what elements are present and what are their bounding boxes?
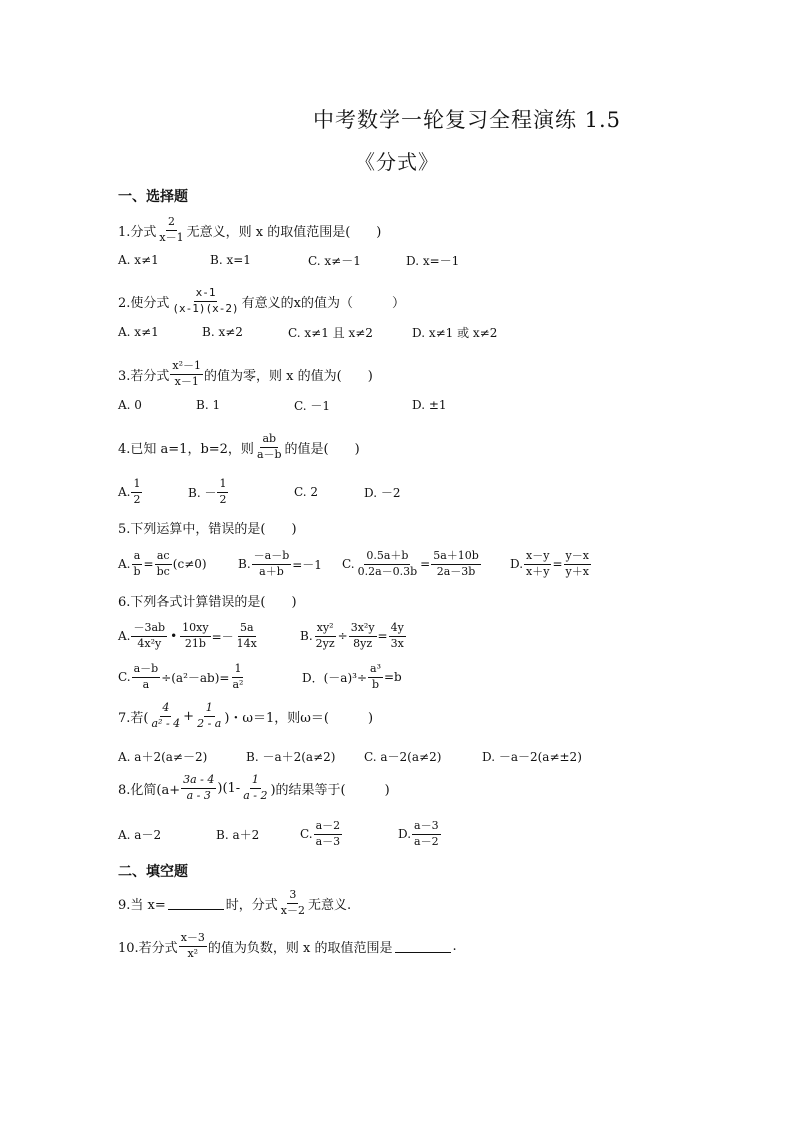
q9-den: x－2 [280,903,305,917]
q1-den: x－1 [159,230,184,244]
q8-options [118,816,678,852]
q5b-n1: －a－b [252,550,292,565]
q9-fraction [279,889,307,917]
q8-d2: a - 2 [243,788,268,802]
q7-n1: 4 [160,702,171,717]
q6-options-row-2 [118,659,678,695]
q5a-frac-2 [155,550,172,578]
q4b-den: 2 [219,492,227,506]
q6b-d1: 2yz [315,636,335,650]
q4-option-a [118,474,143,510]
q6b-op: ÷ [337,629,348,643]
question-5: 5.下列运算中，错误的是( ) [118,522,297,537]
q6a-d2: 21b [184,636,206,650]
q5-option-b [238,546,322,582]
q5-options [118,546,678,582]
q7-frac-1 [149,702,182,730]
q4a-num: 1 [131,478,142,493]
q1-option-b: B. x=1 [210,253,251,267]
q6c-frac-2 [230,663,245,691]
q5a-n1: a [132,550,143,565]
q6b-d3: 3x [390,636,404,650]
q2-den: (x-1)(x-2) [172,301,239,315]
q8-n1: 3a - 4 [181,774,216,789]
q5d-frac-2 [564,550,591,578]
q3-option-d: D. ±1 [412,398,447,412]
q6c-n2: 1 [232,663,243,678]
q5a-d2: bc [156,564,170,578]
q6a-dot: • [170,629,178,643]
q6c-d2: a² [232,677,244,691]
q6d-frac [368,663,383,691]
q6a-n1: －3ab [131,622,167,637]
q7-option-b: B. －a＋2(a≠2) [246,749,336,764]
q5a-eq: = [143,557,154,571]
q8d-frac [412,820,441,848]
q4b-label: B. － [188,485,217,500]
q6a-n2: 10xy [180,622,210,637]
q3-option-b: B. 1 [196,398,221,412]
q2-option-d: D. x≠1 或 x≠2 [412,325,498,340]
q6b-n3: 4y [389,622,406,637]
q1-fraction [157,216,185,244]
q8-mid: )(1- [217,780,241,796]
q4-fraction [255,433,284,461]
q5c-d1: 0.2a－0.3b [357,564,418,578]
q3-suffix: 的值为零，则 x 的值为( ) [204,368,373,384]
question-8 [118,774,390,802]
q1-prefix: 1.分式 [118,224,157,240]
q2-option-a: A. x≠1 [118,325,159,339]
q6-option-b [300,618,407,654]
q6b-frac-3 [389,622,406,650]
q7-prefix: 7.若( [118,710,149,726]
q8-option-a: A. a－2 [118,827,162,842]
q5-option-c [342,546,482,582]
q8-d1: a - 3 [186,788,211,802]
q5c-frac-2 [431,550,481,578]
q5d-d1: x＋y [526,564,550,578]
question-4 [118,433,360,461]
question-7 [118,702,373,730]
q6c-n1: a－b [132,663,161,678]
q5b-d1: a＋b [259,564,284,578]
q7-plus: + [183,708,195,724]
q1-option-d: D. x=－1 [406,253,460,268]
q3-den: x－1 [174,374,199,388]
q2-prefix: 2.使分式 [118,295,170,311]
q1-suffix: 无意义，则 x 的取值范围是( ) [186,224,382,240]
q5d-d2: y＋x [565,564,589,578]
q6-option-a [118,618,260,654]
q6-options-row-1 [118,618,678,654]
q6c-mid: ÷(a²－ab)= [161,670,230,685]
q6a-eq: =－ [211,629,234,644]
q2-option-c: C. x≠1 且 x≠2 [288,325,373,340]
q5a-n2: ac [155,550,172,565]
q8-suffix: )的结果等于( ) [270,782,390,798]
q10-num: x－3 [179,932,207,947]
q6b-label: B. [300,629,313,643]
question-10 [118,932,457,960]
section-heading-fill-in: 二、填空题 [118,864,188,880]
q7-suffix: )・ω＝1，则ω＝( ) [224,710,374,726]
q8-frac-2 [241,774,269,802]
q5c-label: C. [342,557,355,571]
q6a-d3: 14x [236,636,257,650]
q4a-den: 2 [133,492,141,506]
q6-option-d [302,659,402,695]
q2-fraction [170,287,240,315]
q9-answer-blank[interactable] [168,897,224,910]
q1-option-c: C. x≠－1 [308,253,361,268]
q8-option-c [300,816,343,852]
q8-option-d [398,816,442,852]
q5b-result: =－1 [292,557,322,572]
q7-n2: 1 [204,702,215,717]
question-2 [118,287,405,315]
q6-option-c [118,659,246,695]
q5a-label: A. [118,557,131,571]
q6b-n1: xy² [315,622,336,637]
q5c-eq: = [420,557,431,571]
q5d-n2: y－x [564,550,591,565]
q3-option-a: A. 0 [118,398,142,412]
q6d-label: D．(－a)³÷ [302,670,368,685]
q4a-fraction [131,478,142,506]
q7-frac-2 [195,702,223,730]
q2-suffix: 有意义的x的值为（ ） [241,295,405,311]
q6d-d1: b [371,677,380,691]
section-heading-choice: 一、选择题 [118,189,188,205]
q3-prefix: 3.若分式 [118,368,170,384]
q10-end: . [452,938,457,954]
q4-option-b [188,474,229,510]
q1-num: 2 [166,216,177,231]
q9-num: 3 [287,889,298,904]
q10-suffix: 的值为负数，则 x 的取值范围是 [207,940,393,956]
q5c-d2: 2a－3b [436,564,476,578]
q9-mid: 时，分式 [225,897,278,913]
q5c-frac-1 [356,550,420,578]
q2-option-b: B. x≠2 [202,325,243,339]
q6b-frac-2 [349,622,377,650]
q6a-d1: 4x²y [137,636,162,650]
q6b-eq: = [377,629,388,643]
q5a-d1: b [133,564,141,578]
q3-num: x²－1 [170,360,203,375]
q7-option-c: C. a－2(a≠2) [364,749,442,764]
q4-suffix: 的值是( ) [284,441,360,457]
q2-num: x-1 [194,287,218,302]
q4a-label: A. [118,485,131,499]
q3-option-c: C. －1 [294,398,331,413]
q10-answer-blank[interactable] [395,940,451,953]
q8c-label: C. [300,827,313,841]
q9-suffix: 无意义. [307,897,352,913]
q7-option-a: A. a＋2(a≠－2) [118,749,208,764]
q8c-frac [314,820,343,848]
q5c-n2: 5a＋10b [431,550,481,565]
q4-option-c: C. 2 [294,485,319,499]
q5b-label: B. [238,557,251,571]
q6b-frac-1 [314,622,337,650]
question-6: 6.下列各式计算错误的是( ) [118,595,297,610]
q10-den: x² [187,946,199,960]
q1-option-a: A. x≠1 [118,253,159,267]
q6b-d2: 8yz [353,636,373,650]
q10-fraction [179,932,207,960]
q4-den: a－b [256,447,282,461]
q8-n2: 1 [250,774,261,789]
q6b-n2: 3x²y [349,622,377,637]
q5d-frac-1 [524,550,551,578]
q7-options [118,747,698,765]
q7-option-d: D. －a－2(a≠±2) [482,749,582,764]
q5a-frac-1 [131,550,142,578]
q6c-d1: a [142,677,150,691]
q6c-frac-1 [132,663,161,691]
q3-fraction [170,360,203,388]
q8d-den: a－2 [414,834,439,848]
q4-options [118,474,678,510]
question-1 [118,216,381,244]
q5d-label: D. [510,557,524,571]
q6a-n3: 5a [238,622,256,637]
q7-d2: 2 - a [197,716,222,730]
q6d-result: =b [383,670,402,684]
q8c-den: a－3 [315,834,341,848]
q4-prefix: 4.已知 a=1，b=2，则 [118,441,254,457]
q4-option-d: D. －2 [364,485,401,500]
q6d-n1: a³ [368,663,383,678]
q5-option-a [118,546,207,582]
q8c-num: a－2 [314,820,343,835]
q6a-label: A. [118,629,131,643]
q5-option-d [510,546,592,582]
q8-frac-1 [181,774,216,802]
q8-option-b: B. a＋2 [216,827,260,842]
q5d-n1: x－y [524,550,551,565]
page-title: 中考数学一轮复习全程演练 1.5 [312,108,622,132]
q5d-eq: = [552,557,563,571]
q4b-fraction [217,478,228,506]
q7-d1: a² - 4 [151,716,181,730]
q6c-label: C. [118,670,131,684]
q5b-frac [252,550,292,578]
q10-prefix: 10.若分式 [118,940,178,956]
q5c-n1: 0.5a＋b [364,550,410,565]
q6a-frac-3 [235,622,259,650]
page-subtitle: 《分式》 [355,150,439,174]
q5a-cond: (c≠0) [172,557,207,571]
question-3 [118,360,373,388]
q8d-label: D. [398,827,412,841]
q9-prefix: 9.当 x= [118,897,166,913]
q4b-num: 1 [217,478,228,493]
q4-num: ab [260,433,278,448]
question-9 [118,889,351,917]
q6a-frac-1 [131,622,167,650]
q6a-frac-2 [180,622,210,650]
q8-prefix: 8.化简(a+ [118,782,181,798]
q8d-num: a－3 [412,820,441,835]
